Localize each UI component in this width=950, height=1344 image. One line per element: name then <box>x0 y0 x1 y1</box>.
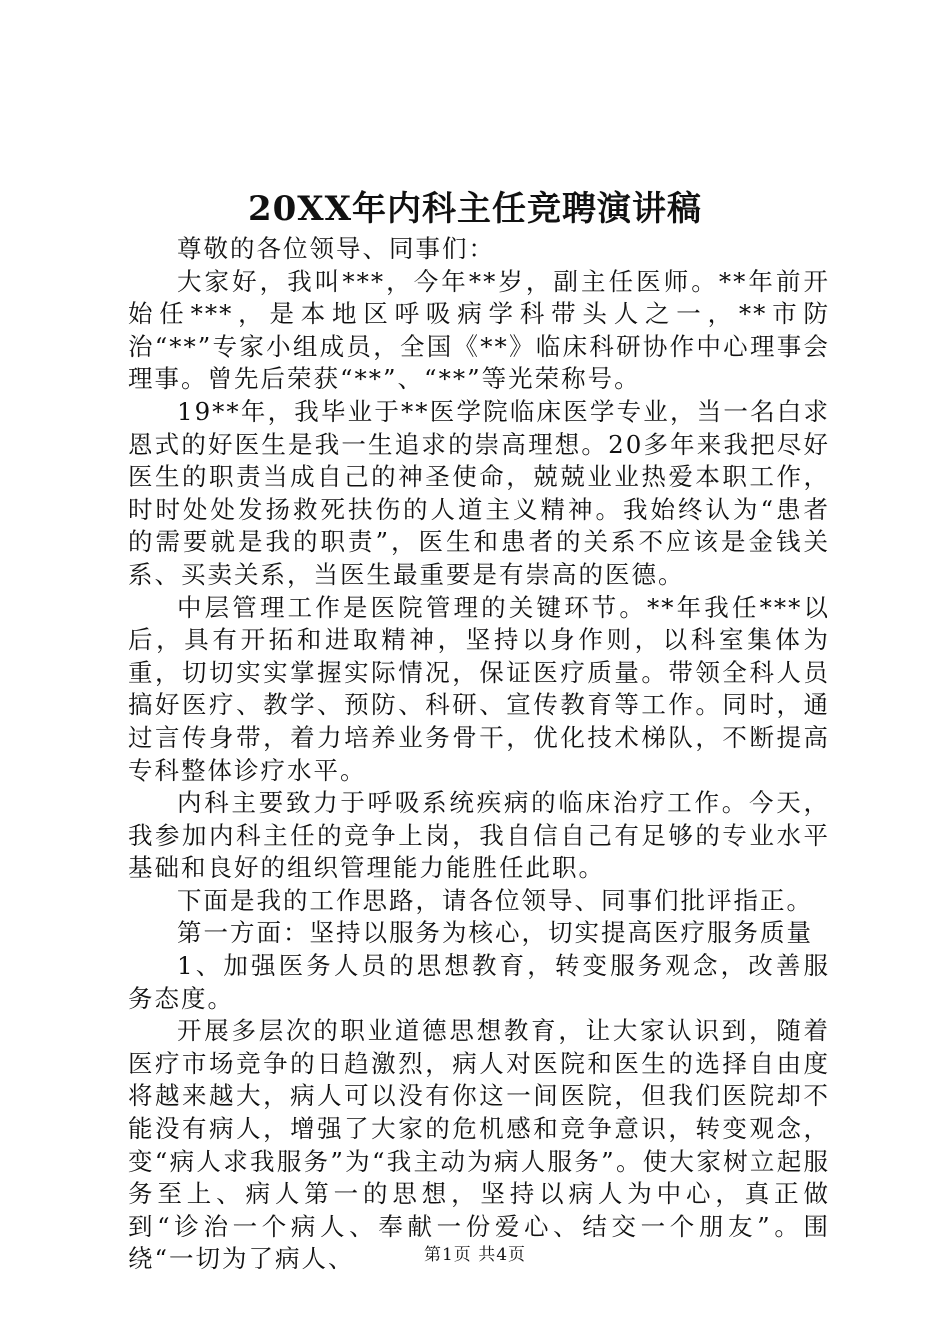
salutation-paragraph: 尊敬的各位领导、同事们： <box>177 234 495 263</box>
body-paragraph: 中层管理工作是医院管理的关键环节。**年我任***以后，具有开拓和进取精神，坚持以身作则，以科室集体为重，切切实实掌握实际情况，保证医疗质量。带领全科人员搞好医疗、教学、预防、科研、宣传教育等工作。同时，通过言传身带，着力培养业务骨干，优化技术梯队，不断提高专科整体诊疗水平。 <box>128 592 830 785</box>
subsection-heading: 1、加强医务人员的思想教育，转变服务观念，改善服务态度。 <box>128 951 830 1013</box>
document-body <box>128 233 830 1276</box>
body-paragraph: 内科主要致力于呼吸系统疾病的临床治疗工作。今天，我参加内科主任的竞争上岗，我自信自己有足够的专业水平基础和良好的组织管理能力能胜任此职。 <box>128 788 830 883</box>
document-title: 20XX年内科主任竞聘演讲稿 <box>247 189 703 229</box>
body-paragraph: 下面是我的工作思路，请各位领导、同事们批评指正。 <box>177 885 813 915</box>
section-heading: 第一方面：坚持以服务为核心，切实提高医疗服务质量 <box>177 918 813 948</box>
page-footer: 第1页 共4页 <box>423 1245 527 1265</box>
body-paragraph: 大家好，我叫***，今年**岁，副主任医师。**年前开始任***，是本地区呼吸病学科带头人之一，**市防治“**”专家小组成员，全国《**》临床科研协作中心理事会理事。曾先后荣获“**”、“**”等光荣称号。 <box>128 266 830 394</box>
body-paragraph: 19**年，我毕业于**医学院临床医学专业，当一名白求恩式的好医生是我一生追求的崇高理想。20多年来我把尽好医生的职责当成自己的神圣使命，兢兢业业热爱本职工作，时时处处发扬救死扶伤的人道主义精神。我始终认为“患者的需要就是我的职责”，医生和患者的关系不应该是金钱关系、买卖关系，当医生最重要是有崇高的医德。 <box>128 396 830 589</box>
body-paragraph: 开展多层次的职业道德思想教育，让大家认识到，随着医疗市场竞争的日趋激烈，病人对医院和医生的选择自由度将越来越大，病人可以没有你这一间医院，但我们医院却不能没有病人，增强了大家的危机感和竞争意识，转变观念，变“病人求我服务”为“我主动为病人服务”。使大家树立起服务至上、病人第一的思想，坚持以病人为中心，真正做到“诊治一个病人、奉献一份爱心、结交一个朋友”。围绕“一切为了病人、 <box>128 1016 830 1274</box>
